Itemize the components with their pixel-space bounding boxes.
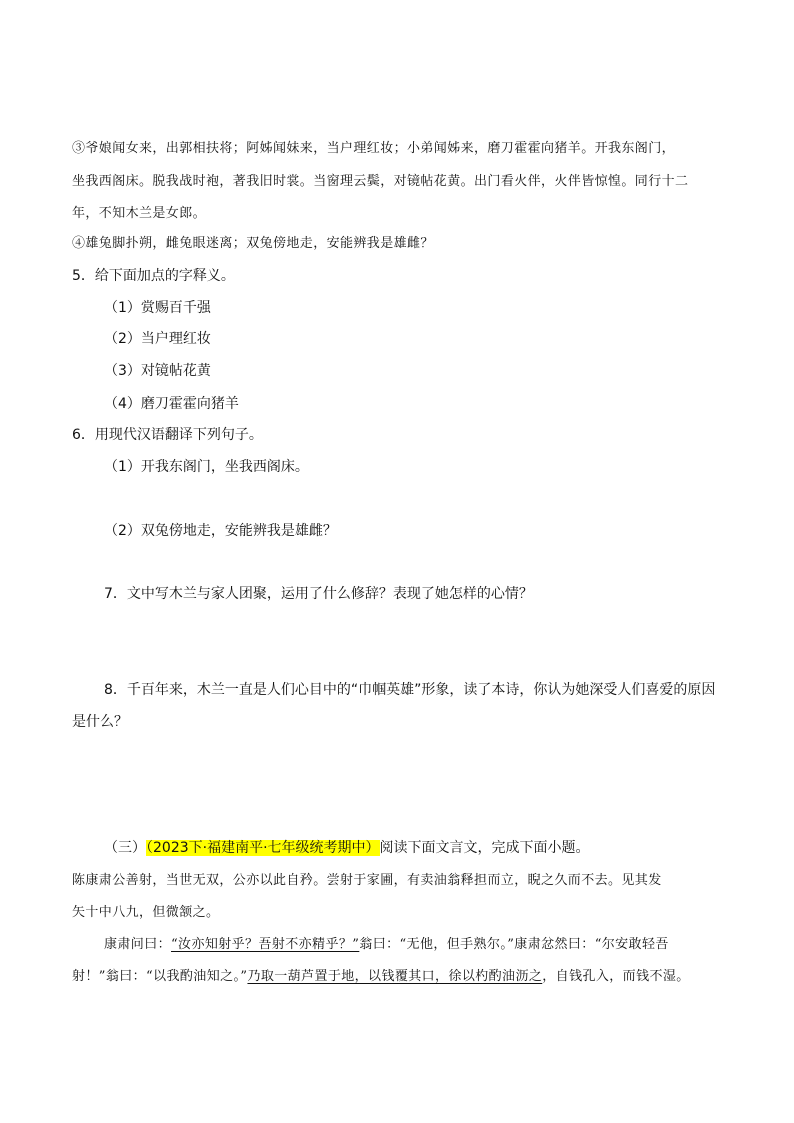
question-5-stem: 5．给下面加点的字释义。 [72, 268, 235, 284]
question-5-item-4: （4）磨刀霍霍向猪羊 [104, 396, 239, 412]
section-3-instruction: 阅读下面文言文，完成下面小题。 [379, 840, 590, 856]
question-5-item-1: （1）赏赐百千强 [104, 300, 211, 316]
poem-paragraph-3-line-3: 年，不知木兰是女郎。 [72, 206, 207, 221]
question-8-line-2: 是什么？ [72, 714, 128, 730]
classical-text-para-2-line-1 [104, 936, 669, 954]
section-3-heading [104, 839, 590, 857]
question-7: 7．文中写木兰与家人团聚，运用了什么修辞？表现了她怎样的心情？ [104, 586, 533, 602]
question-6-item-2: （2）双兔傍地走，安能辨我是雄雌？ [104, 523, 337, 539]
classical-text-para-2-line-2 [72, 968, 690, 986]
section-3-prefix: （三） [104, 840, 146, 856]
para-2-line-2-part-a: 射！”翁曰：“以我酌油知之。” [72, 969, 248, 984]
question-5-item-2: （2）当户理红妆 [104, 331, 211, 347]
para-2-line-2-part-c: ，自钱孔入，而钱不湿。 [542, 969, 690, 984]
poem-paragraph-3-line-2: 坐我西阁床。脱我战时袍，著我旧时裳。当窗理云鬓，对镜帖花黄。出门看火伴，火伴皆惊惶。同行十二 [72, 174, 689, 189]
classical-text-para-1-line-2: 矢十中八九，但微颔之。 [72, 905, 220, 920]
underlined-question-sentence: “汝亦知射乎？吾射不亦精乎？” [171, 937, 360, 952]
para-2-line-1-part-a: 康肃问曰： [104, 937, 172, 952]
question-6-stem: 6．用现代汉语翻译下列句子。 [72, 427, 263, 443]
poem-paragraph-3-line-1: ③爷娘闻女来，出郭相扶将；阿姊闻妹来，当户理红妆；小弟闻姊来，磨刀霍霍向猪羊。开我东阁门， [72, 141, 676, 156]
section-3-source-highlight: （2023下·福建南平·七年级统考期中） [146, 840, 380, 856]
classical-text-para-1-line-1: 陈康肃公善射，当世无双，公亦以此自矜。尝射于家圃，有卖油翁释担而立，睨之久而不去。见其发 [72, 873, 662, 888]
poem-paragraph-4: ④雄兔脚扑朔，雌兔眼迷离；双兔傍地走，安能辨我是雄雌？ [72, 236, 434, 251]
question-6-item-1: （1）开我东阁门，坐我西阁床。 [104, 459, 309, 475]
para-2-line-1-part-c: 翁曰：“无他，但手熟尔。”康肃忿然曰：“尔安敢轻吾 [359, 937, 669, 952]
question-8-line-1: 8．千百年来，木兰一直是人们心目中的“巾帼英雄”形象，读了本诗，你认为她深受人们喜爱的原因 [104, 682, 716, 698]
underlined-action-sentence: 乃取一葫芦置于地，以钱覆其口，徐以杓酌油沥之 [247, 969, 543, 984]
question-5-item-3: （3）对镜帖花黄 [104, 363, 211, 379]
